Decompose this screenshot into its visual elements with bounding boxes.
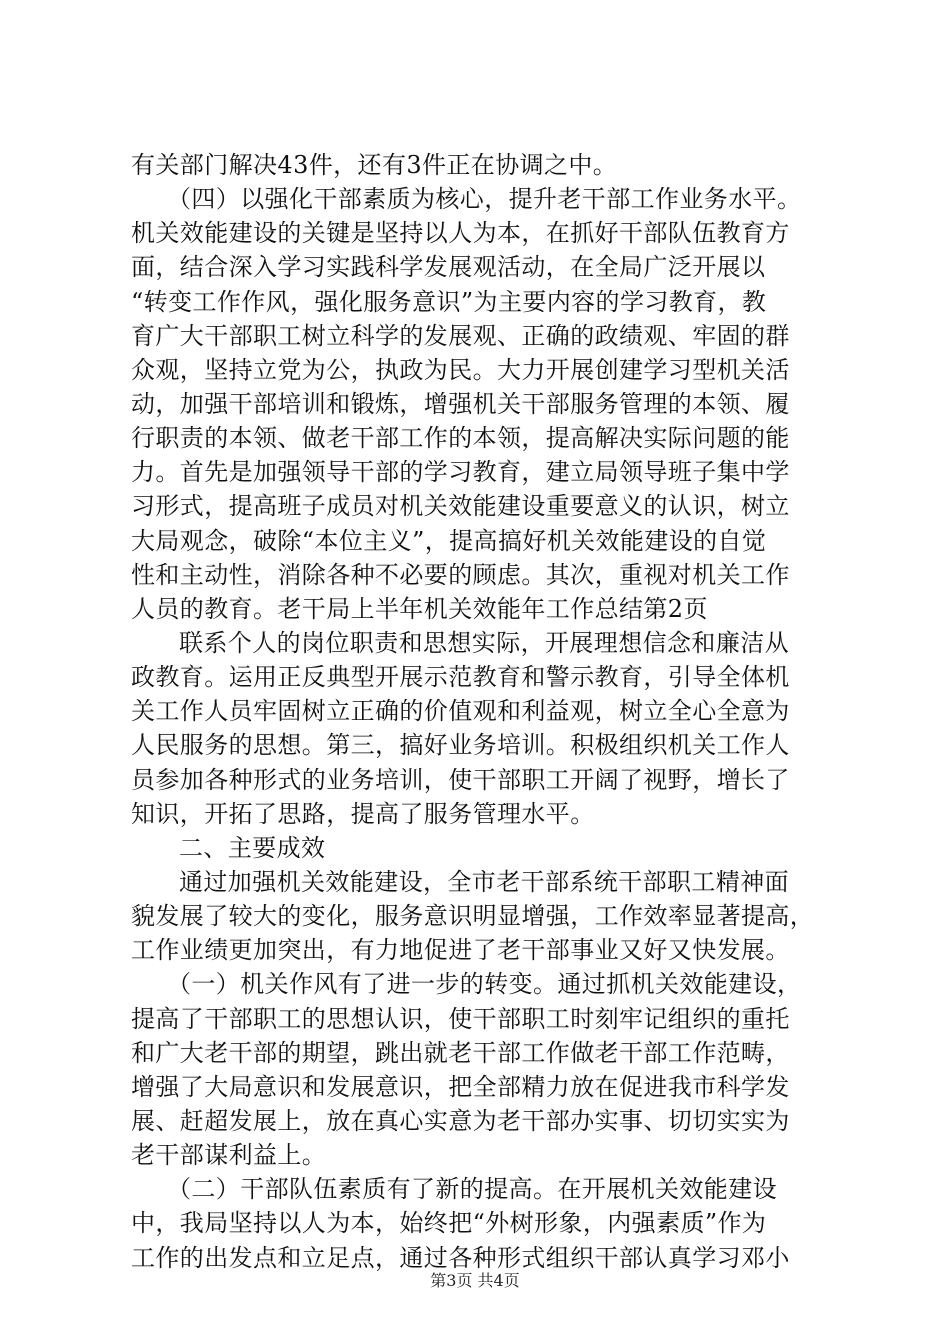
text-line: 面，结合深入学习实践科学发展观活动，在全局广泛开展以 — [131, 253, 766, 282]
text-line: 关工作人员牢固树立正确的价值观和利益观，树立全心全意为 — [131, 697, 790, 726]
text-line: 众观，坚持立党为公，执政为民。大力开展创建学习型机关活 — [131, 355, 790, 384]
text-line: 机关效能建设的关键是坚持以人为本，在抓好干部队伍教育方 — [131, 219, 790, 248]
text-line: 联系个人的岗位职责和思想实际，开展理想信念和廉洁从 — [179, 628, 789, 657]
text-line: 政教育。运用正反典型开展示范教育和警示教育，引导全体机 — [131, 663, 790, 692]
text-line: 育广大干部职工树立科学的发展观、正确的政绩观、牢固的群 — [131, 321, 790, 350]
text-line: 工作业绩更加突出，有力地促进了老干部事业又好又快发展。 — [131, 936, 790, 965]
text-line: 大局观念，破除“本位主义”，提高搞好机关效能建设的自觉 — [131, 526, 767, 555]
text-line: 习形式，提高班子成员对机关效能建设重要意义的认识，树立 — [131, 492, 790, 521]
text-line: 貌发展了较大的变化，服务意识明显增强，工作效率显著提高， — [131, 902, 815, 931]
text-line: 行职责的本领、做老干部工作的本领，提高解决实际问题的能 — [131, 424, 790, 453]
section-heading: 二、主要成效 — [179, 833, 326, 862]
text-line: 通过加强机关效能建设，全市老干部系统干部职工精神面 — [179, 867, 789, 896]
text-line: 中，我局坚持以人为本，始终把“外树形象，内强素质”作为 — [131, 1209, 767, 1238]
document-body — [131, 148, 831, 1275]
text-line: 员参加各种形式的业务培训，使干部职工开阔了视野，增长了 — [131, 765, 790, 794]
text-line: 知识，开拓了思路，提高了服务管理水平。 — [131, 799, 595, 828]
text-line: 人民服务的思想。第三，搞好业务培训。积极组织机关工作人 — [131, 731, 790, 760]
text-line: 增强了大局意识和发展意识，把全部精力放在促进我市科学发 — [131, 1072, 790, 1101]
text-line: 老干部谋利益上。 — [131, 1141, 327, 1170]
text-line: 和广大老干部的期望，跳出就老干部工作做老干部工作范畴， — [131, 1038, 790, 1067]
text-line: “转变工作作风，强化服务意识”为主要内容的学习教育，教 — [131, 287, 767, 316]
text-line: 展、赶超发展上，放在真心实意为老干部办实事、切切实实为 — [131, 1106, 790, 1135]
text-line: 工作的出发点和立足点，通过各种形式组织干部认真学习邓小 — [131, 1243, 790, 1272]
text-line: 力。首先是加强领导干部的学习教育，建立局领导班子集中学 — [131, 458, 790, 487]
text-line: 有关部门解决43件，还有3件正在协调之中。 — [131, 151, 618, 179]
text-line: （二）干部队伍素质有了新的提高。在开展机关效能建设 — [167, 1175, 777, 1204]
text-line: 人员的教育。老干局上半年机关效能年工作总结第2页 — [131, 594, 708, 623]
text-line: 动，加强干部培训和锻炼，增强机关干部服务管理的本领、履 — [131, 389, 790, 418]
page-number-footer: 第3页 共4页 — [430, 1271, 520, 1290]
text-line: （一）机关作风有了进一步的转变。通过抓机关效能建设， — [167, 970, 802, 999]
text-line: （四）以强化干部素质为核心，提升老干部工作业务水平。 — [167, 185, 802, 214]
text-line: 性和主动性，消除各种不必要的顾虑。其次，重视对机关工作 — [131, 560, 790, 589]
text-line: 提高了干部职工的思想认识，使干部职工时刻牢记组织的重托 — [131, 1004, 790, 1033]
